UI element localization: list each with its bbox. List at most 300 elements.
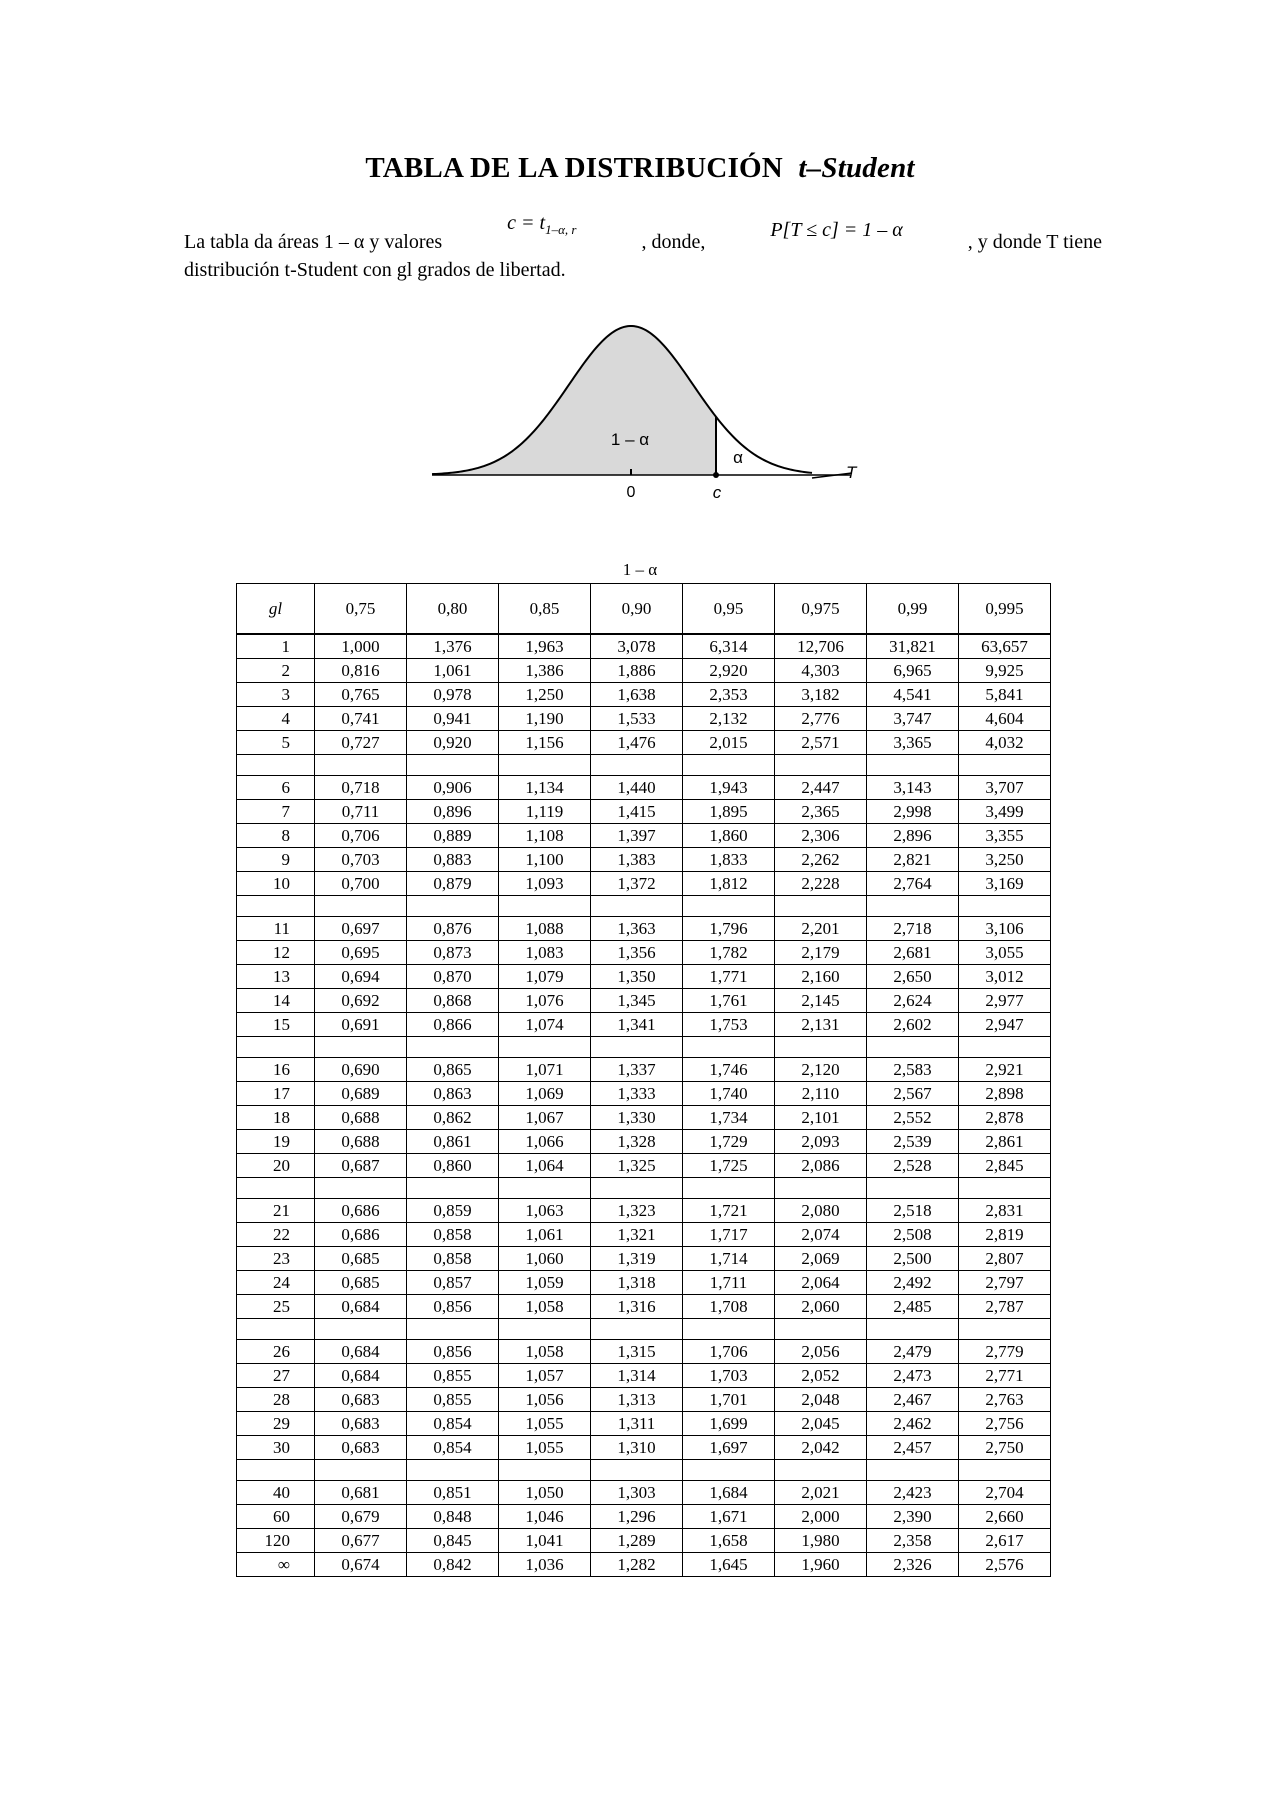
empty-cell <box>683 755 775 776</box>
value-cell: 3,365 <box>867 731 959 755</box>
value-cell: 2,528 <box>867 1154 959 1178</box>
value-cell: 1,721 <box>683 1199 775 1223</box>
value-cell: 0,859 <box>407 1199 499 1223</box>
value-cell: 1,083 <box>499 941 591 965</box>
table-row <box>237 1481 1051 1505</box>
table-body <box>237 634 1051 1577</box>
value-cell: 1,190 <box>499 707 591 731</box>
gl-cell: ∞ <box>237 1553 315 1577</box>
gl-cell: 18 <box>237 1106 315 1130</box>
value-cell: 0,684 <box>315 1364 407 1388</box>
value-cell: 1,100 <box>499 848 591 872</box>
value-cell: 2,201 <box>775 917 867 941</box>
intro-paragraph <box>184 212 1102 284</box>
value-cell: 2,056 <box>775 1340 867 1364</box>
value-cell: 2,771 <box>959 1364 1051 1388</box>
value-cell: 4,303 <box>775 659 867 683</box>
value-cell: 1,386 <box>499 659 591 683</box>
table-row <box>237 776 1051 800</box>
value-cell: 1,645 <box>683 1553 775 1577</box>
title-variable: t–Student <box>798 152 915 184</box>
gl-cell: 12 <box>237 941 315 965</box>
value-cell: 1,697 <box>683 1436 775 1460</box>
value-cell: 3,106 <box>959 917 1051 941</box>
value-cell: 1,134 <box>499 776 591 800</box>
value-cell: 2,571 <box>775 731 867 755</box>
value-cell: 1,703 <box>683 1364 775 1388</box>
gl-cell: 30 <box>237 1436 315 1460</box>
value-cell: 1,079 <box>499 965 591 989</box>
table-row <box>237 1340 1051 1364</box>
value-cell: 6,314 <box>683 634 775 659</box>
intro-text-1: La tabla da áreas 1 – α y valores <box>184 231 443 253</box>
group-spacer-row <box>237 896 1051 917</box>
value-cell: 1,289 <box>591 1529 683 1553</box>
value-cell: 0,858 <box>407 1223 499 1247</box>
value-cell: 1,761 <box>683 989 775 1013</box>
value-cell: 0,868 <box>407 989 499 1013</box>
value-cell: 1,282 <box>591 1553 683 1577</box>
table-header-row <box>237 584 1051 635</box>
value-cell: 1,064 <box>499 1154 591 1178</box>
value-cell: 0,855 <box>407 1364 499 1388</box>
value-cell: 0,889 <box>407 824 499 848</box>
value-cell: 1,415 <box>591 800 683 824</box>
value-cell: 2,423 <box>867 1481 959 1505</box>
value-cell: 2,093 <box>775 1130 867 1154</box>
table-row <box>237 1154 1051 1178</box>
value-cell: 2,052 <box>775 1364 867 1388</box>
formula-c-symbol: c <box>507 212 517 234</box>
value-cell: 2,947 <box>959 1013 1051 1037</box>
header-080: 0,80 <box>407 584 499 635</box>
value-cell: 1,067 <box>499 1106 591 1130</box>
value-cell: 1,476 <box>591 731 683 755</box>
value-cell: 2,064 <box>775 1271 867 1295</box>
table-row <box>237 1106 1051 1130</box>
value-cell: 2,447 <box>775 776 867 800</box>
value-cell: 1,056 <box>499 1388 591 1412</box>
empty-cell <box>237 1037 315 1058</box>
value-cell: 0,860 <box>407 1154 499 1178</box>
value-cell: 2,718 <box>867 917 959 941</box>
value-cell: 0,856 <box>407 1340 499 1364</box>
value-cell: 3,707 <box>959 776 1051 800</box>
group-spacer-row <box>237 1460 1051 1481</box>
value-cell: 1,315 <box>591 1340 683 1364</box>
formula-probability: P[T ≤ c] = 1 – α <box>770 219 903 241</box>
value-cell: 3,012 <box>959 965 1051 989</box>
value-cell: 2,179 <box>775 941 867 965</box>
value-cell: 0,854 <box>407 1412 499 1436</box>
value-cell: 1,372 <box>591 872 683 896</box>
value-cell: 2,921 <box>959 1058 1051 1082</box>
value-cell: 0,688 <box>315 1130 407 1154</box>
value-cell: 3,169 <box>959 872 1051 896</box>
value-cell: 2,617 <box>959 1529 1051 1553</box>
value-cell: 1,318 <box>591 1271 683 1295</box>
gl-cell: 1 <box>237 634 315 659</box>
value-cell: 1,333 <box>591 1082 683 1106</box>
value-cell: 2,583 <box>867 1058 959 1082</box>
table-row <box>237 800 1051 824</box>
value-cell: 2,042 <box>775 1436 867 1460</box>
empty-cell <box>237 1460 315 1481</box>
table-row <box>237 1199 1051 1223</box>
value-cell: 0,711 <box>315 800 407 824</box>
value-cell: 2,845 <box>959 1154 1051 1178</box>
c-label: c <box>712 483 722 502</box>
value-cell: 2,048 <box>775 1388 867 1412</box>
value-cell: 0,685 <box>315 1271 407 1295</box>
value-cell: 1,046 <box>499 1505 591 1529</box>
value-cell: 2,473 <box>867 1364 959 1388</box>
value-cell: 1,076 <box>499 989 591 1013</box>
table-row <box>237 1388 1051 1412</box>
page-title <box>0 152 1280 185</box>
value-cell: 0,851 <box>407 1481 499 1505</box>
empty-cell <box>775 755 867 776</box>
value-cell: 1,658 <box>683 1529 775 1553</box>
value-cell: 1,833 <box>683 848 775 872</box>
gl-cell: 17 <box>237 1082 315 1106</box>
empty-cell <box>959 1037 1051 1058</box>
empty-cell <box>683 896 775 917</box>
value-cell: 2,467 <box>867 1388 959 1412</box>
gl-cell: 40 <box>237 1481 315 1505</box>
value-cell: 3,355 <box>959 824 1051 848</box>
value-cell: 1,714 <box>683 1247 775 1271</box>
table-row <box>237 824 1051 848</box>
value-cell: 0,718 <box>315 776 407 800</box>
empty-cell <box>591 1460 683 1481</box>
empty-cell <box>683 1037 775 1058</box>
header-gl: gl <box>237 584 315 635</box>
value-cell: 0,741 <box>315 707 407 731</box>
value-cell: 2,977 <box>959 989 1051 1013</box>
empty-cell <box>775 1037 867 1058</box>
empty-cell <box>407 1319 499 1340</box>
value-cell: 0,856 <box>407 1295 499 1319</box>
value-cell: 2,228 <box>775 872 867 896</box>
value-cell: 1,055 <box>499 1412 591 1436</box>
value-cell: 1,319 <box>591 1247 683 1271</box>
value-cell: 1,321 <box>591 1223 683 1247</box>
empty-cell <box>867 755 959 776</box>
value-cell: 1,363 <box>591 917 683 941</box>
empty-cell <box>867 1178 959 1199</box>
value-cell: 2,861 <box>959 1130 1051 1154</box>
value-cell: 3,747 <box>867 707 959 731</box>
empty-cell <box>499 1178 591 1199</box>
gl-cell: 20 <box>237 1154 315 1178</box>
value-cell: 1,041 <box>499 1529 591 1553</box>
empty-cell <box>775 896 867 917</box>
formula-c-definition <box>507 209 576 244</box>
value-cell: 1,729 <box>683 1130 775 1154</box>
header-075: 0,75 <box>315 584 407 635</box>
value-cell: 2,358 <box>867 1529 959 1553</box>
intro-text-2: , donde, <box>641 231 706 253</box>
empty-cell <box>867 896 959 917</box>
value-cell: 2,353 <box>683 683 775 707</box>
table-row <box>237 1529 1051 1553</box>
value-cell: 2,390 <box>867 1505 959 1529</box>
value-cell: 2,624 <box>867 989 959 1013</box>
value-cell: 0,683 <box>315 1388 407 1412</box>
value-cell: 0,686 <box>315 1199 407 1223</box>
value-cell: 1,963 <box>499 634 591 659</box>
value-cell: 1,895 <box>683 800 775 824</box>
empty-cell <box>315 1037 407 1058</box>
value-cell: 2,110 <box>775 1082 867 1106</box>
value-cell: 0,677 <box>315 1529 407 1553</box>
table-row <box>237 1364 1051 1388</box>
header-0975: 0,975 <box>775 584 867 635</box>
value-cell: 2,326 <box>867 1553 959 1577</box>
value-cell: 1,314 <box>591 1364 683 1388</box>
value-cell: 1,316 <box>591 1295 683 1319</box>
value-cell: 0,688 <box>315 1106 407 1130</box>
value-cell: 2,920 <box>683 659 775 683</box>
gl-cell: 19 <box>237 1130 315 1154</box>
value-cell: 2,069 <box>775 1247 867 1271</box>
value-cell: 0,684 <box>315 1340 407 1364</box>
table-row <box>237 872 1051 896</box>
value-cell: 2,462 <box>867 1412 959 1436</box>
value-cell: 1,060 <box>499 1247 591 1271</box>
value-cell: 0,703 <box>315 848 407 872</box>
value-cell: 1,341 <box>591 1013 683 1037</box>
value-cell: 0,700 <box>315 872 407 896</box>
value-cell: 4,541 <box>867 683 959 707</box>
value-cell: 1,059 <box>499 1271 591 1295</box>
value-cell: 0,941 <box>407 707 499 731</box>
value-cell: 0,683 <box>315 1412 407 1436</box>
gl-cell: 29 <box>237 1412 315 1436</box>
shaded-area <box>432 326 716 475</box>
gl-cell: 23 <box>237 1247 315 1271</box>
value-cell: 0,690 <box>315 1058 407 1082</box>
value-cell: 0,845 <box>407 1529 499 1553</box>
gl-cell: 22 <box>237 1223 315 1247</box>
empty-cell <box>237 1178 315 1199</box>
group-spacer-row <box>237 1178 1051 1199</box>
value-cell: 2,898 <box>959 1082 1051 1106</box>
value-cell: 1,671 <box>683 1505 775 1529</box>
gl-cell: 10 <box>237 872 315 896</box>
value-cell: 3,499 <box>959 800 1051 824</box>
gl-cell: 8 <box>237 824 315 848</box>
value-cell: 1,980 <box>775 1529 867 1553</box>
table-row <box>237 707 1051 731</box>
gl-cell: 16 <box>237 1058 315 1082</box>
t-axis-label: T <box>846 463 857 482</box>
empty-cell <box>499 1037 591 1058</box>
value-cell: 0,978 <box>407 683 499 707</box>
table-row <box>237 634 1051 659</box>
value-cell: 2,776 <box>775 707 867 731</box>
empty-cell <box>499 755 591 776</box>
value-cell: 1,771 <box>683 965 775 989</box>
value-cell: 5,841 <box>959 683 1051 707</box>
table-row <box>237 989 1051 1013</box>
gl-cell: 4 <box>237 707 315 731</box>
value-cell: 2,819 <box>959 1223 1051 1247</box>
empty-cell <box>315 896 407 917</box>
empty-cell <box>775 1319 867 1340</box>
value-cell: 0,816 <box>315 659 407 683</box>
table-row <box>237 1013 1051 1037</box>
zero-label: 0 <box>626 484 636 501</box>
value-cell: 2,120 <box>775 1058 867 1082</box>
value-cell: 2,101 <box>775 1106 867 1130</box>
empty-cell <box>867 1037 959 1058</box>
value-cell: 2,131 <box>775 1013 867 1037</box>
value-cell: 1,397 <box>591 824 683 848</box>
gl-cell: 28 <box>237 1388 315 1412</box>
intro-text-line2: distribución t-Student con gl grados de libertad. <box>184 259 566 281</box>
value-cell: 2,145 <box>775 989 867 1013</box>
value-cell: 1,061 <box>407 659 499 683</box>
value-cell: 0,687 <box>315 1154 407 1178</box>
value-cell: 2,021 <box>775 1481 867 1505</box>
t-distribution-table <box>236 583 1051 1577</box>
gl-cell: 2 <box>237 659 315 683</box>
empty-cell <box>591 1037 683 1058</box>
empty-cell <box>591 1178 683 1199</box>
formula-c-subscript: 1–α, r <box>545 222 577 237</box>
value-cell: 1,063 <box>499 1199 591 1223</box>
value-cell: 0,866 <box>407 1013 499 1037</box>
value-cell: 2,306 <box>775 824 867 848</box>
value-cell: 0,858 <box>407 1247 499 1271</box>
table-row <box>237 848 1051 872</box>
value-cell: 0,727 <box>315 731 407 755</box>
value-cell: 1,960 <box>775 1553 867 1577</box>
value-cell: 4,604 <box>959 707 1051 731</box>
table-row <box>237 1058 1051 1082</box>
table-row <box>237 683 1051 707</box>
value-cell: 2,508 <box>867 1223 959 1247</box>
gl-cell: 25 <box>237 1295 315 1319</box>
value-cell: 12,706 <box>775 634 867 659</box>
empty-cell <box>959 1460 1051 1481</box>
value-cell: 0,848 <box>407 1505 499 1529</box>
value-cell: 2,086 <box>775 1154 867 1178</box>
value-cell: 1,330 <box>591 1106 683 1130</box>
table-row <box>237 965 1051 989</box>
gl-cell: 6 <box>237 776 315 800</box>
value-cell: 1,706 <box>683 1340 775 1364</box>
table-row <box>237 731 1051 755</box>
value-cell: 2,492 <box>867 1271 959 1295</box>
gl-cell: 13 <box>237 965 315 989</box>
table-row <box>237 1553 1051 1577</box>
value-cell: 2,704 <box>959 1481 1051 1505</box>
value-cell: 2,779 <box>959 1340 1051 1364</box>
gl-cell: 11 <box>237 917 315 941</box>
value-cell: 1,782 <box>683 941 775 965</box>
value-cell: 0,896 <box>407 800 499 824</box>
value-cell: 1,699 <box>683 1412 775 1436</box>
empty-cell <box>407 755 499 776</box>
critical-value-point <box>713 472 719 478</box>
value-cell: 1,066 <box>499 1130 591 1154</box>
value-cell: 0,842 <box>407 1553 499 1577</box>
gl-cell: 26 <box>237 1340 315 1364</box>
value-cell: 2,479 <box>867 1340 959 1364</box>
value-cell: 1,725 <box>683 1154 775 1178</box>
empty-cell <box>683 1319 775 1340</box>
value-cell: 1,093 <box>499 872 591 896</box>
value-cell: 1,036 <box>499 1553 591 1577</box>
gl-cell: 9 <box>237 848 315 872</box>
table-row <box>237 1223 1051 1247</box>
value-cell: 2,896 <box>867 824 959 848</box>
value-cell: 2,998 <box>867 800 959 824</box>
empty-cell <box>237 1319 315 1340</box>
empty-cell <box>959 1319 1051 1340</box>
empty-cell <box>499 1319 591 1340</box>
gl-cell: 120 <box>237 1529 315 1553</box>
value-cell: 0,685 <box>315 1247 407 1271</box>
gl-cell: 5 <box>237 731 315 755</box>
value-cell: 2,797 <box>959 1271 1051 1295</box>
value-cell: 2,750 <box>959 1436 1051 1460</box>
value-cell: 1,058 <box>499 1340 591 1364</box>
value-cell: 0,684 <box>315 1295 407 1319</box>
value-cell: 1,638 <box>591 683 683 707</box>
value-cell: 1,296 <box>591 1505 683 1529</box>
value-cell: 1,943 <box>683 776 775 800</box>
value-cell: 2,602 <box>867 1013 959 1037</box>
empty-cell <box>407 896 499 917</box>
gl-cell: 15 <box>237 1013 315 1037</box>
value-cell: 1,701 <box>683 1388 775 1412</box>
empty-cell <box>407 1037 499 1058</box>
value-cell: 1,310 <box>591 1436 683 1460</box>
header-095: 0,95 <box>683 584 775 635</box>
value-cell: 2,015 <box>683 731 775 755</box>
value-cell: 2,080 <box>775 1199 867 1223</box>
value-cell: 1,108 <box>499 824 591 848</box>
gl-cell: 7 <box>237 800 315 824</box>
value-cell: 0,683 <box>315 1436 407 1460</box>
group-spacer-row <box>237 1319 1051 1340</box>
empty-cell <box>683 1460 775 1481</box>
value-cell: 1,058 <box>499 1295 591 1319</box>
table-row <box>237 941 1051 965</box>
value-cell: 1,311 <box>591 1412 683 1436</box>
value-cell: 1,119 <box>499 800 591 824</box>
value-cell: 0,883 <box>407 848 499 872</box>
value-cell: 0,879 <box>407 872 499 896</box>
value-cell: 2,457 <box>867 1436 959 1460</box>
value-cell: 1,328 <box>591 1130 683 1154</box>
table-row <box>237 1412 1051 1436</box>
table-row <box>237 1247 1051 1271</box>
value-cell: 0,695 <box>315 941 407 965</box>
value-cell: 6,965 <box>867 659 959 683</box>
alpha-label: α <box>733 448 743 467</box>
value-cell: 1,708 <box>683 1295 775 1319</box>
gl-cell: 14 <box>237 989 315 1013</box>
value-cell: 2,160 <box>775 965 867 989</box>
value-cell: 2,567 <box>867 1082 959 1106</box>
table-row <box>237 1436 1051 1460</box>
value-cell: 1,323 <box>591 1199 683 1223</box>
